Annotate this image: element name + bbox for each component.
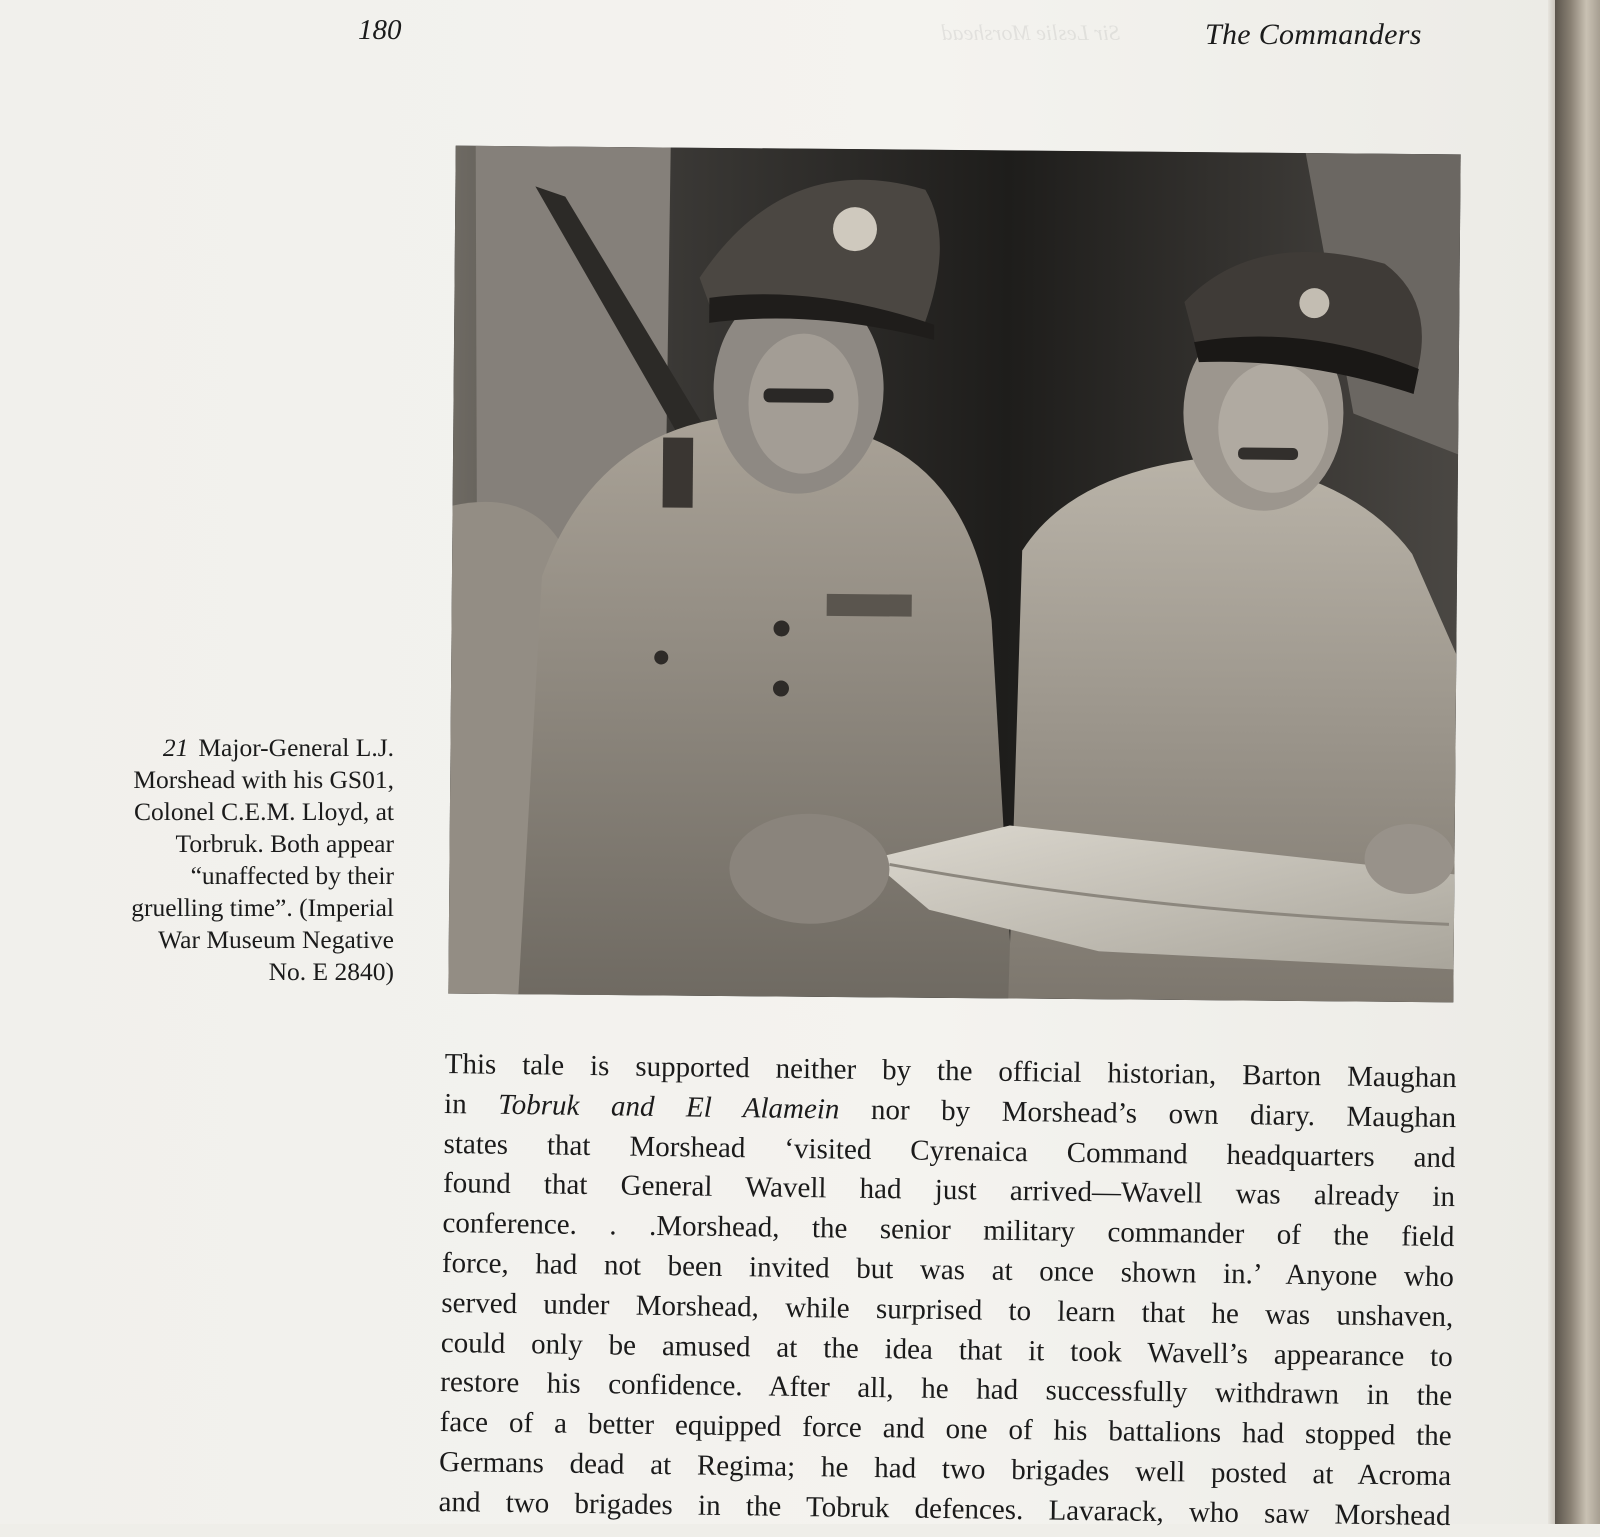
body-line-7: served under Morshead, while surprised to learn that he was unshaven, [441, 1286, 1454, 1333]
photo-image [448, 146, 1460, 1003]
caption-line-2: Morshead with his GS01, [133, 765, 394, 794]
caption-line-5: “unaffected by their [190, 861, 394, 890]
photograph-morshead-lloyd [448, 146, 1460, 1003]
body-line-4: found that General Wavell had just arrived—Wavell was already in [442, 1167, 1456, 1214]
body-line-1: This tale is supported neither by the official historian, Barton Maughan [444, 1047, 1457, 1095]
body-paragraph [438, 1045, 1457, 1537]
body-line-5: conference. . .Morshead, the senior military commander of the field [442, 1207, 1455, 1254]
caption-line-4: Torbruk. Both appear [175, 829, 394, 858]
body-line-6: force, had not been invited but was at once shown in.’ Anyone who [441, 1246, 1455, 1294]
body-line-3: states that Morshead ‘visited Cyrenaica Command headquarters and [443, 1127, 1456, 1174]
caption-line-6: gruelling time”. (Imperial [131, 893, 394, 922]
figure-caption [56, 732, 394, 988]
book-spine [1555, 0, 1600, 1524]
body-line-10: face of a better equipped force and one of his battalions had stopped the [439, 1406, 1452, 1453]
caption-line-1: 21 Major-General L.J. [162, 733, 394, 762]
caption-line-8: No. E 2840) [268, 957, 394, 986]
body-line-8: could only be amused at the idea that it took Wavell’s appearance to [440, 1326, 1453, 1373]
bleed-through-text: Sir Leslie Morshead [941, 20, 1120, 45]
figure-number: 21 [162, 733, 189, 762]
body-line-9: restore his confidence. After all, he had successfully withdrawn in the [440, 1366, 1453, 1413]
book-title: Tobruk and El Alamein [498, 1088, 840, 1126]
body-line-12: and two brigades in the Tobruk defences. Lavarack, who saw Morshead [438, 1485, 1451, 1532]
caption-line-7: War Museum Negative [158, 925, 394, 954]
page-number: 180 [358, 14, 402, 46]
body-line-11: Germans dead at Regima; he had two brigades well posted at Acroma [438, 1445, 1452, 1493]
section-title: The Commanders [1205, 18, 1422, 51]
body-line-2: in Tobruk and El Alamein nor by Morshead’s own diary. Maughan [443, 1087, 1457, 1134]
caption-line-3: Colonel C.E.M. Lloyd, at [134, 797, 394, 826]
